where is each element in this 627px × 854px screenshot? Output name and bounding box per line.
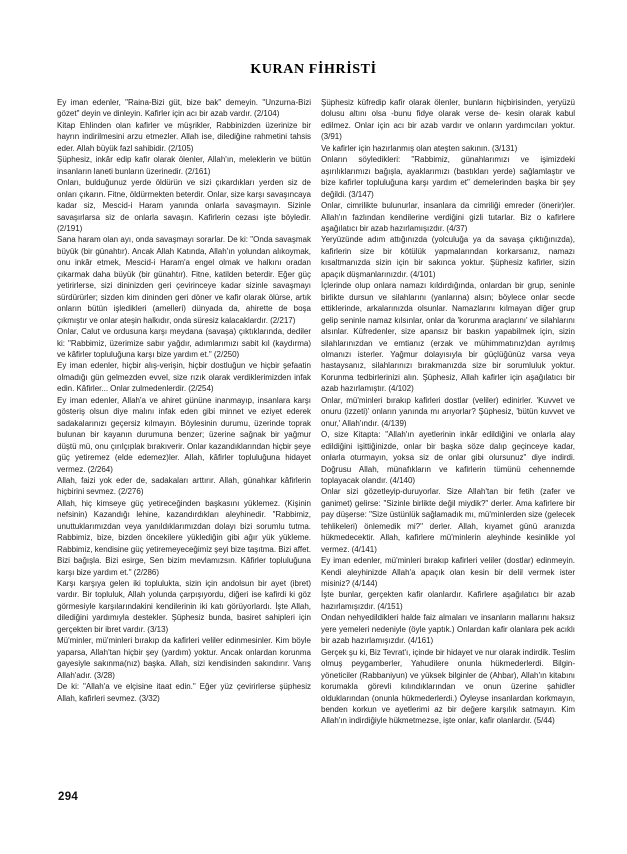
- page-number: 294: [58, 791, 79, 803]
- right-column: [321, 97, 575, 762]
- verse-paragraph: Kitap Ehlinden olan kafirler ve müşrikler, Rabbinizden üzerinize bir hayrın indirilmesini arzu etmezler. Allah ise, dilediğine rahmetini tahsis eder. Allah büyük fazl sahibidir. (2/105): [57, 120, 311, 153]
- verse-paragraph: Onlar sizi gözetleyip-duruyorlar. Size Allah'tan bir fetih (zafer ve ganimet) gelirse: "Sizinle birlikte değil miydik?" derler. Ama kafirlere bir pay düşerse: "Size üstünlük sağlamadık mı, mü'minlerden size (gelecek tehlikeleri) önlemedik mi?" derler. Allah, kıyamet günü aranızda hükmedecektir. Allah, kafirlere mü'minlerin aleyhinde kesinlikle yol vermez. (4/141): [321, 487, 575, 554]
- verse-paragraph: De ki: "Allah'a ve elçisine itaat edin." Eğer yüz çevirirlerse şüphesiz Allah, kafirleri sevmez. (3/32): [57, 682, 311, 703]
- verse-paragraph: Yeryüzünde adım attığınızda (yolculuğa ya da savaşa çıktığınızda), kafirlerin size bir kötülük yapmalarından korkarsanız, namazı kısaltmanızda sizin için bir sakınca yoktur. Şüphesiz kafirler, sizin apaçık düşmanlarınızdır. (4/101): [321, 235, 575, 279]
- verse-paragraph: Ey iman edenler, mü'minleri bırakıp kafirleri veliler (dostlar) edinmeyin. Kendi aleyhinizde Allah'a apaçık olan kesin bir delil vermek ister misiniz? (4/144): [321, 556, 575, 589]
- verse-paragraph: Ve kafirler için hazırlanmış olan ateşten sakının. (3/131): [321, 143, 518, 153]
- verse-paragraph: Onlar, mü'minleri bırakıp kafirleri dostlar (veliler) edinirler. 'Kuvvet ve onuru (izzeti)' onların yanında mı arıyorlar? Şüphesiz, 'bütün kuvvet ve onur,' Allah'ındır. (4/139): [321, 395, 575, 428]
- verse-paragraph: Allah, faizi yok eder de, sadakaları arttırır. Allah, günahkar kâfirlerin hiçbirini sevmez. (2/276): [57, 475, 311, 497]
- verse-paragraph: İçlerinde olup onlara namazı kıldırdığında, onlardan bir grup, seninle birlikte dursun ve silahlarını (yanlarına) alsın; böylece onlar secde ettiklerinde, arkalarınızda olsunlar. Namazlarını kılmayan diğer grup gelip seninle namaz kılsınlar, onlar da 'korunma araçlarını' ve silahlarını alsınlar. Küfredenler, size apansız bir baskın yapabilmek için, sizin silahlarınızdan ve emtianız (erzak ve mühimmatınız)dan ayrılmış olmanızı isterler. Yağmur dolayısıyla bir güçlüğünüz varsa veya hastaysanız, silahlarınızı bırakmanızda size bir sorumluluk yoktur. Korunma tedbirlerinizi alın. Şüphesiz, Allah kafirler için aşağılatıcı bir azab hazırlamıştır. (4/102): [321, 281, 575, 394]
- verse-paragraph: Karşı karşıya gelen iki toplulukta, sizin için andolsun bir ayet (ibret) vardır. Bir topluluk, Allah yolunda çarpışıyordu, diğeri ise kafirdi ki göz görmesiyle karşılarındakini kendilerinin iki katı görüyorlardı. İşte Allah, dilediğini yardımıyla destekler. Şüphesiz bunda, basiret sahipleri için gerçekten bir ibret vardır. (3/13): [57, 579, 311, 634]
- verse-paragraph: İşte bunlar, gerçekten kafir olanlardır. Kafirlere aşağılatıcı bir azab hazırlamışızdır. (4/151): [321, 590, 575, 611]
- verse-paragraph: O, size Kitapta: "Allah'ın ayetlerinin inkâr edildiğini ve onlarla alay edildiğini işittiğinizde, onlar bir başka söze dalıp geçinceye kadar, onlarla oturmayın, yoksa siz de onlar gibi olursunuz" diye indirdi. Doğrusu Allah, münafıkların ve kafirlerin tümünü cehennemde toplayacak olandır. (4/140): [321, 430, 575, 485]
- verse-paragraph: Onların söyledikleri: "Rabbimiz, günahlarımızı ve işimizdeki aşırılıklarımızı bağışla, ayaklarımızı (bastıkları yerde) sağlamlaştır ve bize kafirler topluluğuna karşı yardım et" demelerinden başka bir şey değildi. (3/147): [321, 155, 575, 199]
- verse-paragraph: Ey iman edenler, hiçbir alış-verişin, hiçbir dostluğun ve hiçbir şefaatin olmadığı gün gelmezden evvel, size rızık olarak verdiklerimizden infak edin. Kâfirler... Onlar zulmedenlerdir. (2/254): [57, 361, 311, 394]
- verse-paragraph: Sana haram olan ayı, onda savaşmayı sorarlar. De ki: "Onda savaşmak büyük (bir günahtır). Ancak Allah Katında, Allah'ın yolundan alıkoymak, onu inkâr etmek, Mescid-i Haram'a engel olmak ve halkını oradan çıkarmak daha büyük (bir günahtır). Fitne, katilden beterdir. Eğer güç yetirirlerse, sizi dininizden geri çevirinceye kadar sizinle savaşmayı sürdürürler; sizden kim dininden geri döner ve kafir olarak ölürse, artık onların bütün işledikleri (amelleri) dünyada da, ahirette de boşa çıkmıştır ve onlar ateşin halkıdır, onda süresiz kalacaklardır. (2/217): [57, 235, 311, 325]
- verse-paragraph: Ey iman edenler, "Raina-Bizi güt, bize bak" demeyin. "Unzurna-Bizi gözet" deyin ve dinleyin. Kafirler için acı bir azab vardır. (2/104): [57, 98, 311, 119]
- verse-paragraph: Gerçek şu ki, Biz Tevrat'ı, içinde bir hidayet ve nur olarak indirdik. Teslim olmuş peygamberler, Yahudilere onunla hükmederlerdi. Bilgin-yöneticiler (Rabbaniyun) ve yüksek bilginler de (Ahbar), Allah'ın kitabını korumakla görevli kılındıklarından ve onun üzerine şahidler olduklarından (onunla hükmederlerdi.) Öyleyse insanlardan korkmayın, benden korkun ve ayetlerimi az bir değere karşılık satmayın. Kim Allah'ın indirdiğiyle hükmetmezse, işte onlar, kafir olanlardır. (5/44): [321, 647, 575, 726]
- verse-paragraph: Ondan nehyedildikleri halde faiz almaları ve insanların mallarını haksız yere yemeleri nedeniyle (öyle yaptık.) Onlardan kafir olanlara pek acıklı bir azab hazırlamışızdır. (4/161): [321, 613, 575, 646]
- verse-paragraph: Onlar, cimrilikte bulunurlar, insanlara da cimriliği emreder (önerir)ler. Allah'ın fazlından kendilerine verdiğini gizli tutarlar. Biz o kafirlere aşağılatıcı bir azab hazırlamışızdır. (4/37): [321, 201, 575, 233]
- verse-paragraph: Onları, bulduğunuz yerde öldürün ve sizi çıkardıkları yerden siz de onları çıkarın. Fitne, öldürmekten beterdir. Onlar, size karşı savaşıncaya kadar siz, Mescid-i Haram yanında onlarla savaşmayın. Sizinle savaşırlarsa siz de onlarla savaşın. Kafirlerin cezası işte böyledir. (2/191): [57, 178, 311, 233]
- left-column: [57, 97, 311, 762]
- verse-paragraph: Allah, hiç kimseye güç yetireceğinden başkasını yüklemez. (Kişinin nefsinin) Kazandığı lehine, kazandırdıkları aleyhinedir. "Rabbimiz, unuttuklarımızdan veya yanıldıklarımızdan dolayı bizi sorumlu tutma. Rabbimiz, bize, bizden öncekilere yüklediğin gibi ağır yük yükleme. Rabbimiz, kendisine güç yetiremeyeceğimiz şeyi bize taşıtma. Bizi affet. Bizi bağışla. Bizi esirge, Sen bizim mevlamızsın. Kâfirler topluluğuna karşı bize yardım et." (2/286): [57, 498, 311, 577]
- verse-paragraph: Şüphesiz küfredip kafir olarak ölenler, bunların hiçbirisinden, yeryüzü dolusu altını olsa -bunu fidye olarak verse de- kesin olarak kabul edilmez. Onlar için acı bir azab vardır ve onların yardımcıları yoktur. (3/91): [321, 98, 575, 142]
- verse-paragraph: Mü'minler, mü'minleri bırakıp da kafirleri veliler edinmesinler. Kim böyle yaparsa, Allah'tan hiçbir şey (yardım) yoktur. Ancak onlardan korunma gayesiyle sakınma(nız) başka. Allah, sizi kendisinden sakındırır. Varış Allah'adır. (3/28): [57, 636, 311, 680]
- text-columns: [57, 97, 576, 762]
- verse-paragraph: Ey iman edenler, Allah'a ve ahiret gününe inanmayıp, insanlara karşı gösteriş olsun diye malını infak eden gibi minnet ve eziyet ederek sadakalarınızı geçersiz kılmayın. Böylesinin durumu, üzerinde toprak bulunan bir kayanın durumuna benzer; üzerine sağnak bir yağmur düştü mü, onu çırılçıplak bırakıverir. Onlar kazandıklarından hiçbir şeye güç yetiremez (elde edemez)ler. Allah, kâfirler topluluğuna hidayet vermez. (2/264): [57, 395, 311, 474]
- page-title: KURAN FİHRİSTİ: [250, 62, 377, 77]
- verse-paragraph: Onlar, Calut ve ordusuna karşı meydana (savaşa) çıktıklarında, dediler ki: "Rabbimiz, üzerimize sabır yağdır, adımlarımızı sabit kıl (kaydırma) ve kâfirler topluluğuna karşı bize yardım et." (2/250): [57, 327, 311, 359]
- verse-paragraph: Şüphesiz, inkâr edip kafir olarak ölenler, Allah'ın, meleklerin ve bütün insanların laneti bunların üzerinedir. (2/161): [57, 155, 311, 176]
